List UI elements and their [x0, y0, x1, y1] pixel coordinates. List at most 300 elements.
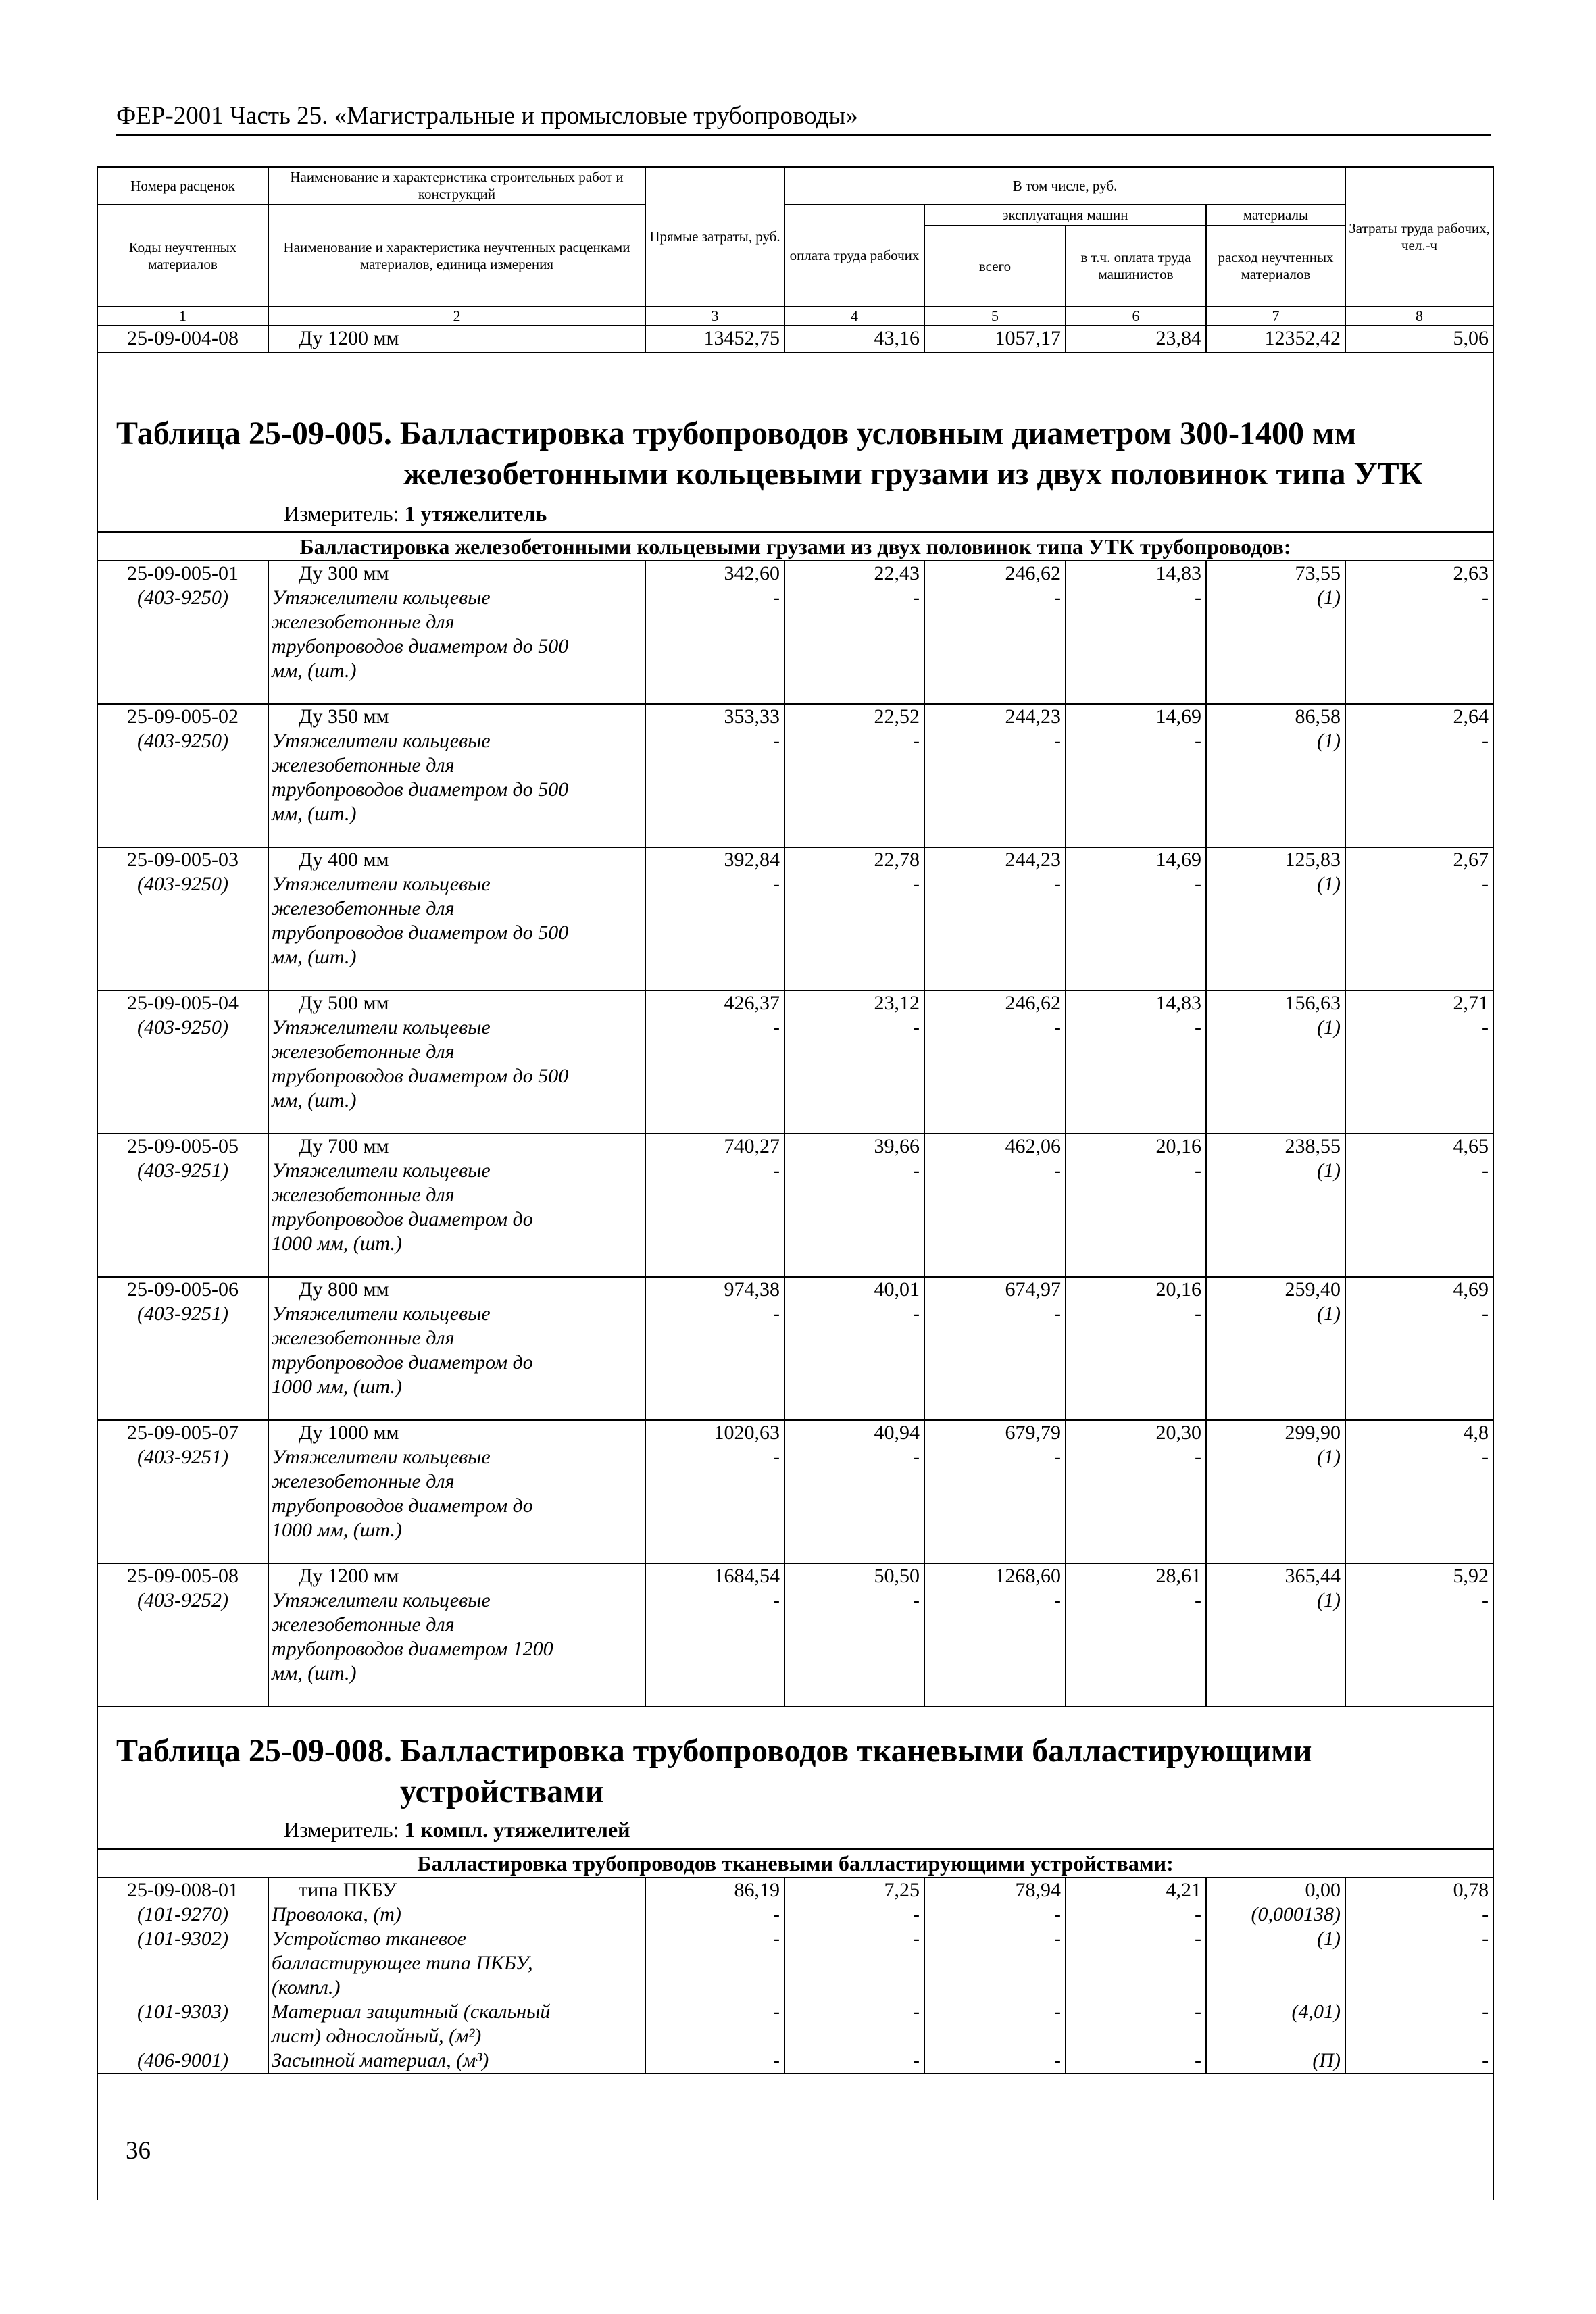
- resource-code: (403-9250): [137, 730, 228, 752]
- column-number-row: [97, 307, 1493, 326]
- rate-code: 25-09-005-08: [127, 1565, 239, 1587]
- machines-total: [924, 704, 1066, 847]
- group-title: Балластировка трубопроводов тканевыми балластирующими устройствами:: [97, 1849, 1493, 1878]
- material-name-line: железобетонные для: [272, 1184, 455, 1206]
- material-qty: (4,01): [1291, 2001, 1341, 2023]
- cell-line: 40,94: [874, 1422, 920, 1444]
- machinists-pay: [1066, 1277, 1206, 1420]
- cell-line: -: [773, 1589, 780, 1611]
- work-name-cell: [268, 1277, 645, 1420]
- table-row: [97, 990, 1493, 1134]
- machines-total: [924, 990, 1066, 1134]
- spacer: [1211, 2024, 1341, 2048]
- material-name-line: трубопроводов диаметром до 500: [272, 1065, 569, 1087]
- cell-line: -: [1195, 730, 1201, 752]
- material-name-line: мм, (шт.): [272, 803, 357, 825]
- labor-hours-value: 0,78: [1453, 1879, 1489, 1901]
- machine-operation-header: эксплуатация машин: [924, 205, 1206, 226]
- material-qty: (1): [1317, 873, 1341, 895]
- cell-line: 40,01: [874, 1278, 920, 1301]
- rate-code-cell: [97, 847, 268, 990]
- materials-value: 73,55: [1295, 562, 1341, 584]
- cell-line: -: [913, 730, 920, 752]
- dash: -: [913, 1903, 920, 1926]
- direct-costs: [645, 1420, 784, 1563]
- work-name: Ду 800 мм: [299, 1278, 389, 1301]
- rate-code-cell: [97, 1878, 268, 2073]
- cell-line: 392,84: [724, 849, 780, 871]
- cell-line: 14,69: [1155, 849, 1201, 871]
- cell-line: 1684,54: [714, 1565, 780, 1587]
- cell-line: -: [773, 873, 780, 895]
- work-name-cell: [268, 561, 645, 704]
- cell-line: -: [773, 730, 780, 752]
- cell-line: -: [913, 873, 920, 895]
- cell-line: -: [913, 1589, 920, 1611]
- table-008-title-line2: устройствами: [400, 1774, 604, 1809]
- labor-pay-header: оплата труда рабочих: [784, 205, 924, 307]
- cell-line: 1268,60: [995, 1565, 1061, 1587]
- work-name: Ду 400 мм: [299, 849, 389, 871]
- cell-line: 2,64: [1453, 705, 1489, 728]
- material-name-line: Утяжелители кольцевые: [272, 1446, 491, 1468]
- material-qty: (1): [1317, 1589, 1341, 1611]
- col-number: 4: [784, 307, 924, 326]
- table-row: [97, 1277, 1493, 1420]
- cell-line: -: [913, 1446, 920, 1468]
- cell-line: -: [1054, 1159, 1061, 1182]
- labor-hours: [1345, 561, 1493, 704]
- cell-line: -: [1482, 1159, 1489, 1182]
- cell-line: 462,06: [1005, 1135, 1061, 1157]
- dash: -: [913, 2049, 920, 2071]
- table-row: [97, 1420, 1493, 1563]
- work-name: Ду 350 мм: [299, 705, 389, 728]
- spacer: [1070, 1976, 1201, 2000]
- dash: -: [1482, 1928, 1489, 1950]
- cell-line: -: [1054, 1446, 1061, 1468]
- spacer: [650, 1951, 780, 1976]
- material-name-line: Утяжелители кольцевые: [272, 873, 491, 895]
- group-row: [97, 532, 1493, 561]
- work-name-cell: [268, 1563, 645, 1707]
- cell-line: 974,38: [724, 1278, 780, 1301]
- dash: -: [1482, 2049, 1489, 2071]
- value: 7,25: [884, 1879, 920, 1901]
- table-row: [97, 1563, 1493, 1707]
- dash: -: [773, 2049, 780, 2071]
- spacer: [1211, 1951, 1341, 1976]
- direct-costs: [645, 561, 784, 704]
- work-name: типа ПКБУ: [299, 1879, 397, 1901]
- cell-line: 20,16: [1155, 1135, 1201, 1157]
- cell-line: 22,52: [874, 705, 920, 728]
- cell-line: 342,60: [724, 562, 780, 584]
- cell-line: -: [1195, 1159, 1201, 1182]
- dash: -: [773, 2001, 780, 2023]
- material-name-line: трубопроводов диаметром до 500: [272, 922, 569, 944]
- header-rule: [116, 134, 1491, 136]
- table-row: [97, 326, 1493, 353]
- machinists-pay-header: в т.ч. оплата труда машинистов: [1066, 226, 1206, 307]
- resource-code: (403-9250): [137, 1016, 228, 1038]
- measure-label: Измеритель:: [284, 501, 399, 526]
- cell-line: 20,16: [1155, 1278, 1201, 1301]
- resource-code: (403-9251): [137, 1303, 228, 1325]
- cell-line: 353,33: [724, 705, 780, 728]
- cell-line: 4,69: [1453, 1278, 1489, 1301]
- labor-hours: [1345, 990, 1493, 1134]
- rate-code: 25-09-004-08: [97, 326, 268, 353]
- group-row: [97, 1849, 1493, 1878]
- work-name-cell: [268, 1878, 645, 2073]
- material-name-line: 1000 мм, (шт.): [272, 1519, 402, 1541]
- resource-code: (403-9251): [137, 1446, 228, 1468]
- col2-bottom-header: Наименование и характеристика неучтенных расценками материалов, единица измерения: [268, 205, 645, 307]
- dash: -: [1054, 1903, 1061, 1926]
- machines-cell: [924, 1878, 1066, 2073]
- rate-code-cell: [97, 990, 268, 1134]
- cell-line: 14,83: [1155, 992, 1201, 1014]
- cell-line: 679,79: [1005, 1422, 1061, 1444]
- rate-code-cell: [97, 1134, 268, 1277]
- rate-code-cell: [97, 1420, 268, 1563]
- spacer: [789, 1976, 920, 2000]
- table-row: [97, 704, 1493, 847]
- spacer: [929, 2024, 1061, 2048]
- resource-code: (403-9250): [137, 586, 228, 609]
- material-name-line: трубопроводов диаметром до 500: [272, 778, 569, 801]
- cell-line: -: [1482, 1303, 1489, 1325]
- measure-value: 1 компл. утяжелителей: [404, 1817, 630, 1842]
- dash: -: [1195, 2049, 1201, 2071]
- material-name-line: железобетонные для: [272, 611, 455, 633]
- material-name-line: 1000 мм, (шт.): [272, 1232, 402, 1255]
- material-name-line: Материал защитный (скальный: [272, 2001, 551, 2023]
- machinists-pay: [1066, 1420, 1206, 1563]
- material-name-line: 1000 мм, (шт.): [272, 1376, 402, 1398]
- rate-code-cell: [97, 561, 268, 704]
- col-number: 7: [1206, 307, 1345, 326]
- cell-line: -: [1482, 1016, 1489, 1038]
- materials-value: 156,63: [1285, 992, 1341, 1014]
- materials-header: материалы: [1206, 205, 1345, 226]
- direct-costs-header: Прямые затраты, руб.: [645, 167, 784, 307]
- materials-cost: [1206, 1277, 1345, 1420]
- work-name: Ду 500 мм: [299, 992, 389, 1014]
- labor-hours: 5,06: [1345, 326, 1493, 353]
- material-name-line: Проволока, (т): [272, 1903, 401, 1926]
- material-name-line: (компл.): [272, 1976, 341, 1998]
- materials-cost: [1206, 561, 1345, 704]
- materials-cost: [1206, 1134, 1345, 1277]
- dash: -: [1054, 1928, 1061, 1950]
- cell-line: -: [1054, 1303, 1061, 1325]
- header-table: [97, 166, 1494, 353]
- work-name: Ду 1200 мм: [299, 1565, 399, 1587]
- machines-total: [924, 1134, 1066, 1277]
- machines-total: [924, 1563, 1066, 1707]
- dash: -: [1054, 2001, 1061, 2023]
- cell-line: -: [913, 1016, 920, 1038]
- dash: -: [1482, 2001, 1489, 2023]
- dash: -: [773, 1928, 780, 1950]
- cell-line: 22,78: [874, 849, 920, 871]
- spacer: [929, 1976, 1061, 2000]
- machines-total-header: всего: [924, 226, 1066, 307]
- material-name-line: мм, (шт.): [272, 659, 357, 682]
- col-number: 6: [1066, 307, 1206, 326]
- table-005-title-line1: Таблица 25-09-005. Балластировка трубопроводов условным диаметром 300-1400 мм: [116, 416, 1357, 451]
- spacer: [1350, 2024, 1489, 2048]
- machines-total: [924, 561, 1066, 704]
- measure-label: Измеритель:: [284, 1817, 399, 1842]
- cell-line: -: [1195, 1303, 1201, 1325]
- work-name: [268, 326, 645, 353]
- direct-costs: [645, 704, 784, 847]
- material-name-line: Устройство тканевое: [272, 1928, 466, 1950]
- labor-hours: [1345, 1563, 1493, 1707]
- cell-line: -: [1054, 1589, 1061, 1611]
- cell-line: -: [1482, 873, 1489, 895]
- cell-line: 14,83: [1155, 562, 1201, 584]
- cell-line: 246,62: [1005, 562, 1061, 584]
- rate-code: 25-09-005-02: [127, 705, 239, 728]
- materials-cost: [1206, 990, 1345, 1134]
- materials-cost: [1206, 704, 1345, 847]
- material-name-line: трубопроводов диаметром до: [272, 1494, 533, 1517]
- spacer: [102, 1951, 264, 1976]
- cell-line: 244,23: [1005, 849, 1061, 871]
- materials-value: 238,55: [1285, 1135, 1341, 1157]
- rate-code: 25-09-008-01: [127, 1879, 239, 1901]
- col1-top-header: Номера расценок: [97, 167, 268, 205]
- labor-pay: [784, 1277, 924, 1420]
- materials-cost: [1206, 1563, 1345, 1707]
- work-name-cell: [268, 847, 645, 990]
- labor-pay: [784, 1420, 924, 1563]
- rate-code-cell: [97, 1277, 268, 1420]
- spacer: [1350, 1951, 1489, 1976]
- material-name-line: железобетонные для: [272, 1327, 455, 1349]
- dash: -: [1054, 2049, 1061, 2071]
- rate-code-cell: [97, 704, 268, 847]
- material-name-line: трубопроводов диаметром до: [272, 1351, 533, 1374]
- labor-pay: [784, 990, 924, 1134]
- rate-code: 25-09-005-06: [127, 1278, 239, 1301]
- machinists-pay: [1066, 1563, 1206, 1707]
- cell-line: -: [1482, 586, 1489, 609]
- cell-line: -: [773, 586, 780, 609]
- spacer: [1070, 1951, 1201, 1976]
- rate-code: 25-09-005-07: [127, 1422, 239, 1444]
- spacer: [1211, 1976, 1341, 2000]
- cell-line: 4,65: [1453, 1135, 1489, 1157]
- rate-code-cell: [97, 1563, 268, 1707]
- work-name-text: Ду 1200 мм: [299, 327, 399, 349]
- material-qty: (П): [1312, 2049, 1341, 2071]
- material-qty: (1): [1317, 1446, 1341, 1468]
- work-name-cell: [268, 704, 645, 847]
- cell-line: -: [773, 1016, 780, 1038]
- cell-line: -: [1054, 586, 1061, 609]
- spacer: [102, 2024, 264, 2048]
- cell-line: 426,37: [724, 992, 780, 1014]
- dash: -: [913, 1928, 920, 1950]
- cell-line: -: [773, 1303, 780, 1325]
- table-row: [97, 1878, 1493, 2073]
- resource-code: (406-9001): [137, 2049, 228, 2071]
- spacer: [1070, 2024, 1201, 2048]
- cell-line: 4,8: [1463, 1422, 1489, 1444]
- spacer: [102, 1976, 264, 2000]
- col-number: 2: [268, 307, 645, 326]
- cell-line: -: [1195, 1016, 1201, 1038]
- machinists-pay: [1066, 561, 1206, 704]
- spacer: [650, 1976, 780, 2000]
- dash: -: [1195, 1903, 1201, 1926]
- cell-line: 23,12: [874, 992, 920, 1014]
- material-name-line: железобетонные для: [272, 1613, 455, 1636]
- table-008-title: [116, 1731, 1312, 1812]
- machinists-cell: [1066, 1878, 1206, 2073]
- col-number: 8: [1345, 307, 1493, 326]
- materials-cost: 12352,42: [1206, 326, 1345, 353]
- material-name-line: лист) однослойный, (м²): [272, 2025, 482, 2047]
- col-number: 5: [924, 307, 1066, 326]
- dash: -: [773, 1903, 780, 1926]
- table-005: [97, 531, 1494, 1707]
- col1-bottom-header: Коды неучтенных материалов: [97, 205, 268, 307]
- work-name-cell: [268, 1420, 645, 1563]
- material-name-line: трубопроводов диаметром до: [272, 1208, 533, 1230]
- table-005-title: [116, 413, 1422, 495]
- labor-pay: [784, 1134, 924, 1277]
- direct-costs: [645, 1277, 784, 1420]
- direct-cell: [645, 1878, 784, 2073]
- measure-value: 1 утяжелитель: [404, 501, 547, 526]
- material-name-line: мм, (шт.): [272, 946, 357, 968]
- cell-line: -: [1054, 730, 1061, 752]
- cell-line: -: [773, 1446, 780, 1468]
- labor-hours-header: Затраты труда рабочих, чел.-ч: [1345, 167, 1493, 307]
- table-005-measure: [284, 501, 547, 526]
- material-name-line: мм, (шт.): [272, 1089, 357, 1111]
- table-row: [97, 561, 1493, 704]
- rate-code: 25-09-005-01: [127, 562, 239, 584]
- cell-line: -: [1482, 730, 1489, 752]
- spacer: [789, 1951, 920, 1976]
- material-name-line: Утяжелители кольцевые: [272, 1159, 491, 1182]
- labor-pay: [784, 847, 924, 990]
- direct-costs: [645, 1134, 784, 1277]
- resource-code: (101-9302): [137, 1928, 228, 1950]
- materials-value: 259,40: [1285, 1278, 1341, 1301]
- table-008-title-line1: Таблица 25-09-008. Балластировка трубопроводов тканевыми балластирующими: [116, 1733, 1312, 1769]
- table-005-title-line2: железобетонными кольцевыми грузами из двух половинок типа УТК: [403, 456, 1423, 492]
- material-name-line: Засыпной материал, (м³): [272, 2049, 489, 2071]
- labor-hours: [1345, 847, 1493, 990]
- labor-pay: [784, 561, 924, 704]
- material-qty: (1): [1317, 1303, 1341, 1325]
- work-name: Ду 700 мм: [299, 1135, 389, 1157]
- material-qty: (1): [1317, 1016, 1341, 1038]
- labor-hours: [1345, 1878, 1493, 2073]
- cell-line: 2,63: [1453, 562, 1489, 584]
- direct-costs: 13452,75: [645, 326, 784, 353]
- machines-total: 1057,17: [924, 326, 1066, 353]
- cell-line: 22,43: [874, 562, 920, 584]
- cell-line: 2,67: [1453, 849, 1489, 871]
- material-name-line: Утяжелители кольцевые: [272, 730, 491, 752]
- cell-line: 20,30: [1155, 1422, 1201, 1444]
- table-row: [97, 1134, 1493, 1277]
- cell-line: -: [1195, 586, 1201, 609]
- labor-pay: 43,16: [784, 326, 924, 353]
- machinists-pay: [1066, 990, 1206, 1134]
- material-name-line: балластирующее типа ПКБУ,: [272, 1952, 533, 1974]
- table-008-measure: [284, 1817, 630, 1842]
- materials-value: 86,58: [1295, 705, 1341, 728]
- dash: -: [913, 2001, 920, 2023]
- materials-value: 0,00: [1305, 1879, 1341, 1901]
- spacer: [789, 2024, 920, 2048]
- page-number: 36: [126, 2137, 151, 2165]
- material-name-line: Утяжелители кольцевые: [272, 586, 491, 609]
- machines-total: [924, 847, 1066, 990]
- resource-code: (403-9251): [137, 1159, 228, 1182]
- work-name-cell: [268, 1134, 645, 1277]
- material-qty: (1): [1317, 1928, 1341, 1950]
- rate-code: 25-09-005-05: [127, 1135, 239, 1157]
- machinists-pay: [1066, 1134, 1206, 1277]
- labor-hours: [1345, 1134, 1493, 1277]
- labor-pay: [784, 1563, 924, 1707]
- cell-line: -: [1054, 873, 1061, 895]
- machinists-pay: 23,84: [1066, 326, 1206, 353]
- work-name-cell: [268, 990, 645, 1134]
- machinists-pay: [1066, 704, 1206, 847]
- cell-line: -: [1482, 1446, 1489, 1468]
- material-name-line: железобетонные для: [272, 754, 455, 776]
- cell-line: 2,71: [1453, 992, 1489, 1014]
- table-008: [97, 1848, 1494, 2074]
- cell-line: -: [1195, 1589, 1201, 1611]
- dash: -: [1482, 1903, 1489, 1926]
- cell-line: 244,23: [1005, 705, 1061, 728]
- value: 4,21: [1166, 1879, 1201, 1901]
- direct-costs: [645, 990, 784, 1134]
- value: 78,94: [1015, 1879, 1061, 1901]
- cell-line: -: [913, 1159, 920, 1182]
- col-number: 3: [645, 307, 784, 326]
- material-name-line: мм, (шт.): [272, 1662, 357, 1684]
- cell-line: -: [913, 586, 920, 609]
- cell-line: 28,61: [1155, 1565, 1201, 1587]
- material-name-line: железобетонные для: [272, 1040, 455, 1063]
- cell-line: 1020,63: [714, 1422, 780, 1444]
- cell-line: -: [1482, 1589, 1489, 1611]
- material-name-line: железобетонные для: [272, 1470, 455, 1492]
- direct-costs: [645, 1563, 784, 1707]
- labor-hours: [1345, 1420, 1493, 1563]
- resource-code: (403-9252): [137, 1589, 228, 1611]
- dash: -: [1195, 1928, 1201, 1950]
- dash: -: [1195, 2001, 1201, 2023]
- materials-cost: [1206, 1420, 1345, 1563]
- machinists-pay: [1066, 847, 1206, 990]
- direct-costs: [645, 847, 784, 990]
